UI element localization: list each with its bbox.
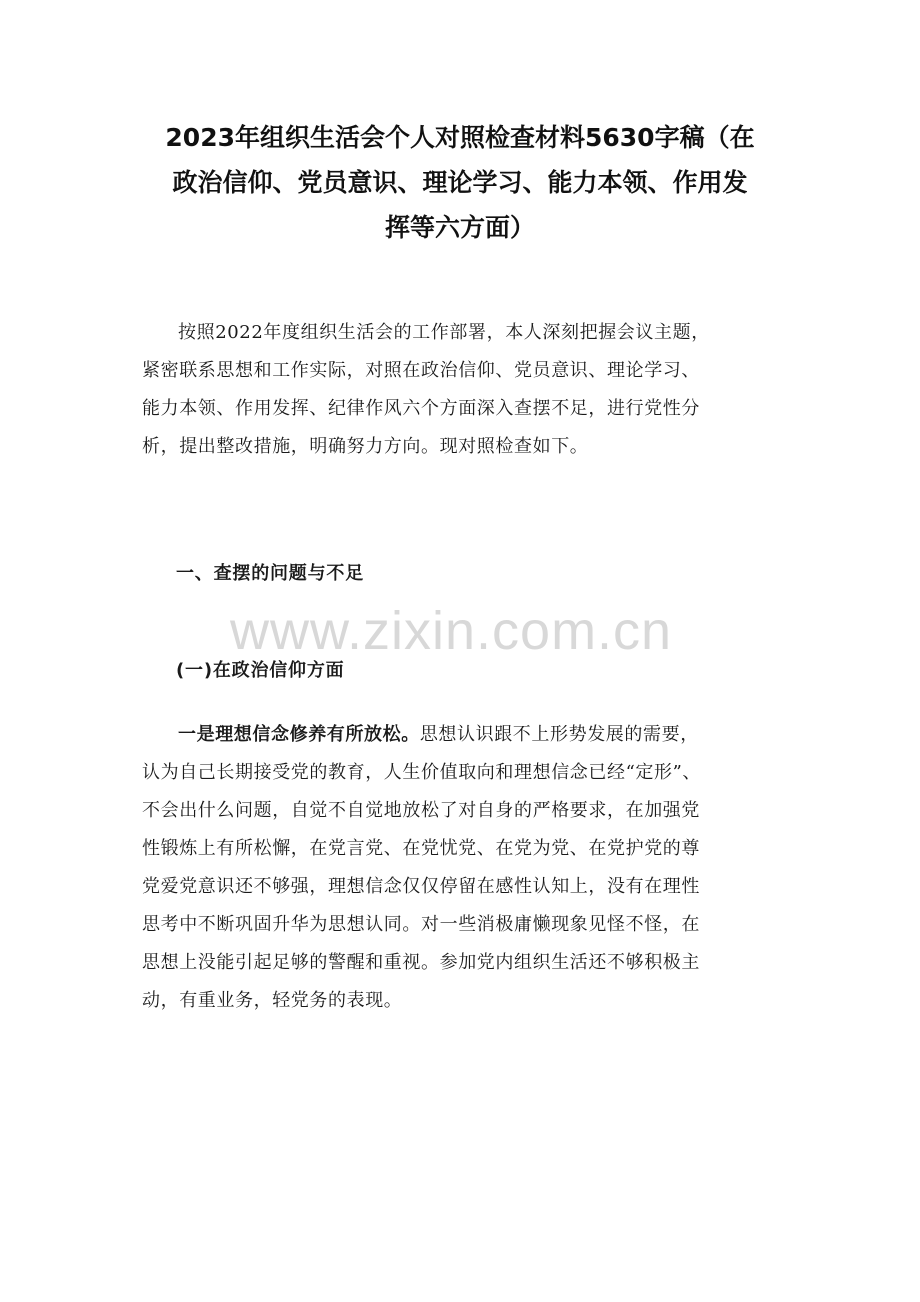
section-heading: 一、查摆的问题与不足	[176, 563, 364, 584]
intro-paragraph	[142, 314, 794, 466]
paragraph-line: 党爱党意识还不够强，理想信念仅仅停留在感性认知上，没有在理性	[142, 876, 700, 897]
paragraph-line: 能力本领、作用发挥、纪律作风六个方面深入查摆不足，进行党性分	[142, 398, 700, 419]
document-title	[130, 115, 790, 250]
paragraph-line: 性锻炼上有所松懈，在党言党、在党忧党、在党为党、在党护党的尊	[142, 838, 700, 859]
paragraph-line: 紧密联系思想和工作实际，对照在政治信仰、党员意识、理论学习、	[142, 360, 700, 381]
title-line: 2023年组织生活会个人对照检查材料5630字稿（在	[165, 123, 755, 152]
bold-lead: 一是理想信念修养有所放松。	[178, 724, 420, 745]
paragraph-line: 按照2022年度组织生活会的工作部署，本人深刻把握会议主题，	[178, 322, 710, 343]
paragraph-line: 不会出什么问题，自觉不自觉地放松了对自身的严格要求，在加强党	[142, 800, 700, 821]
title-line: 挥等六方面）	[384, 213, 535, 242]
paragraph-text: 思想认识跟不上形势发展的需要，	[419, 724, 699, 745]
paragraph-line: 析，提出整改措施，明确努力方向。现对照检查如下。	[142, 436, 589, 457]
subsection-heading: (一)在政治信仰方面	[176, 660, 345, 681]
paragraph-line: 认为自己长期接受党的教育，人生价值取向和理想信念已经“定形”、	[142, 762, 702, 783]
paragraph-line: 动，有重业务，轻党务的表现。	[142, 990, 403, 1011]
watermark: www.zixin.com.cn	[230, 601, 673, 661]
paragraph-line: 思想上没能引起足够的警醒和重视。参加党内组织生活还不够积极主	[142, 952, 700, 973]
paragraph-line: 思考中不断巩固升华为思想认同。对一些消极庸懒现象见怪不怪，在	[142, 914, 700, 935]
paragraph-line	[142, 716, 794, 754]
body-paragraph	[142, 716, 794, 1020]
title-line: 政治信仰、党员意识、理论学习、能力本领、作用发	[172, 168, 748, 197]
